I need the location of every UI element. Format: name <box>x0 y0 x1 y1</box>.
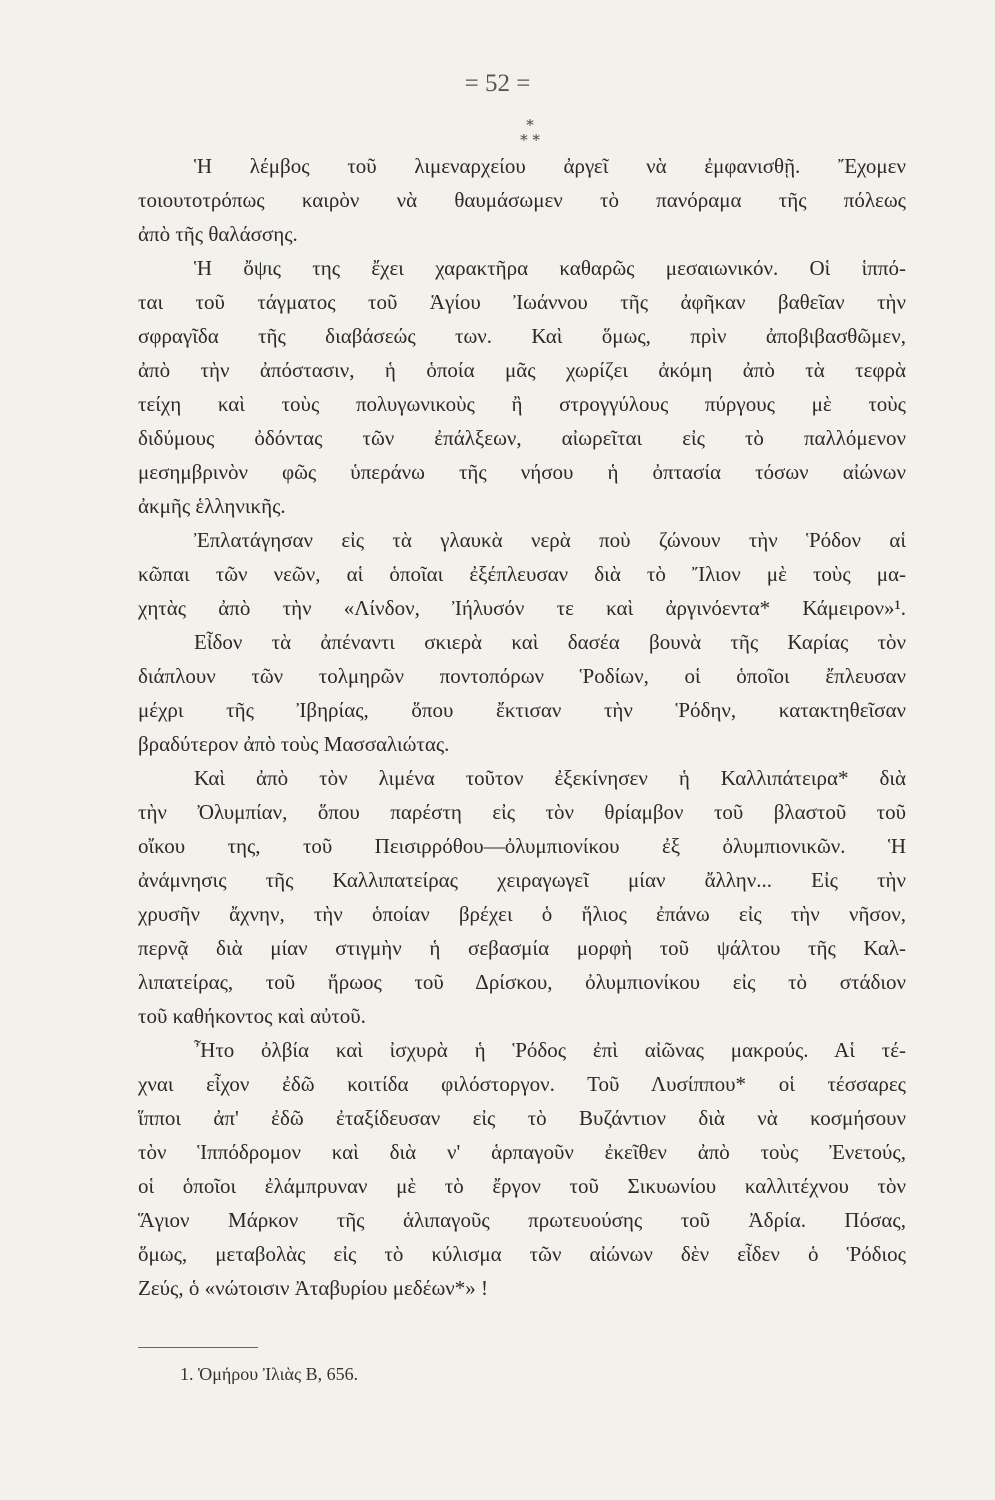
asterism-top: * <box>526 116 534 134</box>
asterism-bottom: * * <box>520 131 540 149</box>
text-line: Ἡ λέμβος τοῦ λιμεναρχείου ἀργεῖ νὰ ἐμφανισθῇ. Ἔχομεν <box>194 154 906 178</box>
text-line: Εἶδον τὰ ἀπέναντι σκιερὰ καὶ δασέα βουνὰ τῆς Καρίας τὸν <box>194 630 906 654</box>
text-line: διδύμους ὀδόντας τῶν ἐπάλξεων, αἰωρεῖται εἰς τὸ παλλόμενον <box>138 426 906 450</box>
text-line: ται τοῦ τάγματος τοῦ Ἁγίου Ἰωάννου τῆς ἀφῆκαν βαθεῖαν τὴν <box>138 290 906 314</box>
text-line: διάπλουν τῶν τολμηρῶν ποντοπόρων Ῥοδίων, οἱ ὁποῖοι ἔπλευσαν <box>138 664 906 688</box>
text-line: Ζεύς, ὁ «νώτοισιν Ἀταβυρίου μεδέων*» ! <box>138 1276 489 1300</box>
text-line: ἀπὸ τῆς θαλάσσης. <box>138 222 298 246</box>
text-line: τὴν Ὀλυμπίαν, ὅπου παρέστη εἰς τὸν θρίαμβον τοῦ βλαστοῦ τοῦ <box>138 800 906 824</box>
footnote: 1. Ὁμήρου Ἰλιὰς Β, 656. <box>180 1364 359 1384</box>
text-line: ἀπὸ τὴν ἀπόστασιν, ἡ ὁποία μᾶς χωρίζει ἀκόμη ἀπὸ τὰ τεφρὰ <box>138 358 906 382</box>
text-line: λιπατείρας, τοῦ ἥρωος τοῦ Δρίσκου, ὀλυμπιονίκου εἰς τὸ στάδιον <box>138 970 906 994</box>
text-line: Ἡ ὄψις της ἔχει χαρακτῆρα καθαρῶς μεσαιωνικόν. Οἱ ἱππό- <box>194 256 906 280</box>
text-line: Ἦτο ὀλβία καὶ ἰσχυρὰ ἡ Ῥόδος ἐπὶ αἰῶνας μακρούς. Αἱ τέ- <box>194 1038 906 1062</box>
asterism-divider <box>505 118 555 148</box>
text-line: τοῦ καθήκοντος καὶ αὐτοῦ. <box>138 1004 366 1028</box>
text-line: κῶπαι τῶν νεῶν, αἱ ὁποῖαι ἐξέπλευσαν διὰ τὸ Ἴλιον μὲ τοὺς μα- <box>138 562 906 586</box>
text-line: μέχρι τῆς Ἰβηρίας, ὅπου ἔκτισαν τὴν Ῥόδην, κατακτηθεῖσαν <box>138 698 906 722</box>
text-line: Ἅγιον Μάρκον τῆς ἁλιπαγοῦς πρωτευούσης τοῦ Ἀδρία. Πόσας, <box>138 1208 906 1232</box>
text-line: ἀνάμνησις τῆς Καλλιπατείρας χειραγωγεῖ μίαν ἄλλην... Εἰς τὴν <box>138 868 906 892</box>
text-line: τοιουτοτρόπως καιρὸν νὰ θαυμάσωμεν τὸ πανόραμα τῆς πόλεως <box>138 188 906 212</box>
text-line: χναι εἶχον ἐδῶ κοιτίδα φιλόστοργον. Τοῦ Λυσίππου* οἱ τέσσαρες <box>138 1072 906 1096</box>
text-line: χητὰς ἀπὸ τὴν «Λίνδον, Ἰήλυσόν τε καὶ ἀργινόεντα* Κάμειρον»¹. <box>138 596 906 620</box>
footnote-rule <box>138 1347 258 1348</box>
text-line: χρυσῆν ἄχνην, τὴν ὁποίαν βρέχει ὁ ἥλιος ἐπάνω εἰς τὴν νῆσον, <box>138 902 906 926</box>
text-line: ὅμως, μεταβολὰς εἰς τὸ κύλισμα τῶν αἰώνων δὲν εἶδεν ὁ Ῥόδιος <box>138 1242 906 1266</box>
text-line: ἀκμῆς ἑλληνικῆς. <box>138 494 286 518</box>
text-line: σφραγῖδα τῆς διαβάσεώς των. Καὶ ὅμως, πρὶν ἀποβιβασθῶμεν, <box>138 324 906 348</box>
text-line: Ἐπλατάγησαν εἰς τὰ γλαυκὰ νερὰ ποὺ ζώνουν τὴν Ῥόδον αἱ <box>194 528 906 552</box>
text-line: περνᾷ διὰ μίαν στιγμὴν ἡ σεβασμία μορφὴ τοῦ ψάλτου τῆς Καλ- <box>138 936 906 960</box>
text-line: ἵπποι ἀπ' ἐδῶ ἐταξίδευσαν εἰς τὸ Βυζάντιον διὰ νὰ κοσμήσουν <box>138 1106 906 1130</box>
text-line: μεσημβρινὸν φῶς ὑπεράνω τῆς νήσου ἡ ὀπτασία τόσων αἰώνων <box>138 460 906 484</box>
text-line: βραδύτερον ἀπὸ τοὺς Μασσαλιώτας. <box>138 732 450 756</box>
text-line: Καὶ ἀπὸ τὸν λιμένα τοῦτον ἐξεκίνησεν ἡ Καλλιπάτειρα* διὰ <box>194 766 906 790</box>
page-number: = 52 = <box>464 70 531 97</box>
text-line: οἴκου της, τοῦ Πεισιρρόθου—ὀλυμπιονίκου ἐξ ὀλυμπιονικῶν. Ἡ <box>138 834 906 858</box>
text-line: τὸν Ἱππόδρομον καὶ διὰ ν' ἁρπαγοῦν ἐκεῖθεν ἀπὸ τοὺς Ἐνετούς, <box>138 1140 906 1164</box>
body-text <box>138 149 906 1305</box>
text-line: τείχη καὶ τοὺς πολυγωνικοὺς ἢ στρογγύλους πύργους μὲ τοὺς <box>138 392 906 416</box>
text-line: οἱ ὁποῖοι ἐλάμπρυναν μὲ τὸ ἔργον τοῦ Σικυωνίου καλλιτέχνου τὸν <box>138 1174 906 1198</box>
